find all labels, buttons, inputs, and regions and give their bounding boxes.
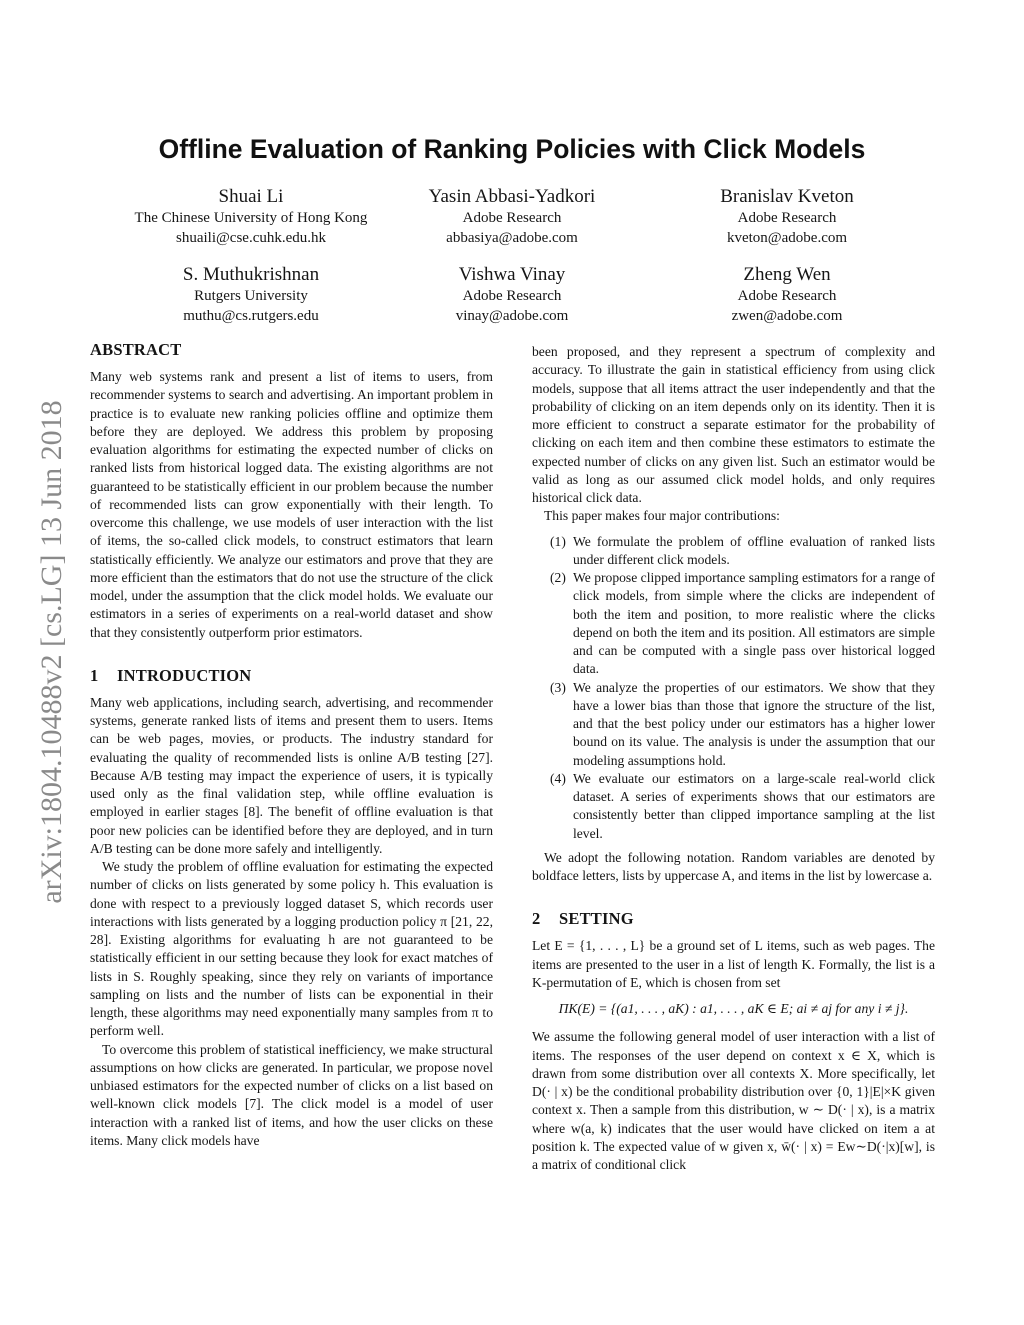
body-paragraph: We adopt the following notation. Random variables are denoted by boldface letters, lists by uppercase A, and items in the list by lowercase a. (532, 849, 935, 883)
author-affiliation: Adobe Research (462, 210, 562, 226)
body-paragraph: Let E = {1, . . . , L} be a ground set of L items, such as web pages. The items are presented to the user in a list of length K. Formally, the list is a K-permutation of E, which is chosen from set (532, 938, 935, 990)
author-affiliation: Adobe Research (737, 210, 837, 226)
author-email: shuaili@cse.cuhk.edu.hk (175, 230, 327, 246)
section-number: 1 (90, 665, 99, 685)
list-item-number: (4) (550, 770, 566, 786)
body-paragraph: This paper makes four major contributions: (544, 508, 780, 524)
list-item-text: We formulate the problem of offline evaluation of ranked lists under different click models. (573, 533, 935, 567)
paper-title: Offline Evaluation of Ranking Policies with Click Models (158, 134, 866, 164)
author-name: S. Muthukrishnan (182, 264, 320, 285)
list-item-number: (3) (550, 679, 566, 695)
body-paragraph: We study the problem of offline evaluation for estimating the expected number of clicks on lists generated by some policy h. This evaluation is done with respect to a previously logged dataset S, which records user interactions with lists generated by a logging production policy π [21, 22, 28]. Existing algorithms for evaluating h are not guaranteed to be statistically efficient in our setting because they look for exact matches of lists in S. Roughly speaking, since they rely on variants of importance sampling on lists and the number of lists can be exponential in their length, these algorithms may need exponentially many samples from π to perform well. (90, 859, 493, 1039)
right-column (532, 343, 935, 1174)
abstract-heading: ABSTRACT (90, 340, 182, 359)
section-number: 2 (532, 909, 541, 929)
list-item-text: We evaluate our estimators on a large-scale real-world click dataset. A series of experiments shows that our estimators are consistently better than clipped importance sampling at the list level. (573, 770, 935, 841)
section-heading (90, 666, 493, 686)
author-name: Branislav Kveton (720, 186, 854, 207)
arxiv-identifier: arXiv:1804.10488v2 [cs.LG] 13 Jun 2018 (35, 400, 68, 904)
author-name: Shuai Li (218, 186, 284, 207)
author-name: Zheng Wen (743, 264, 831, 285)
list-item (532, 533, 935, 570)
author-block (627, 186, 947, 248)
list-item-number: (1) (550, 533, 566, 549)
author-email: muthu@cs.rutgers.edu (183, 308, 319, 324)
body-paragraph: To overcome this problem of statistical inefficiency, we make structural assumptions on how clicks are generated. In particular, we propose novel unbiased estimators for the expected number of clicks on a list based on well-known click models [7]. The click model is a model of user interaction with a ranked list of items, and how the user clicks on these items. Many click models have (90, 1041, 493, 1148)
body-paragraph: Many web applications, including search, advertising, and recommender systems, generate ranked lists of items and present them to users. Items can be web pages, movies, or products. The industry standard for evaluating the quality of recommended lists is online A/B testing [27]. Because A/B testing may impact the experience of users, it is typically used only as the final validation step, while offline evaluation is employed in earlier stages [8]. The benefit of offline evaluation is that poor new policies can be identified before they are deployed, and in turn A/B testing can be done more safely and intelligently. (90, 694, 493, 856)
section-heading (532, 909, 935, 929)
body-paragraph: We assume the following general model of user interaction with a list of items. The responses of the user depend on context x ∈ X, which is drawn from some distribution over all contexts X. More specifically, let D(· | x) be the conditional probability distribution over {0, 1}|E|×K given context x. Then a sample from this distribution, w ∼ D(· | x), is a matrix where w(a, k) indicates that the user would have clicked on item a at position k. The expected value of w given x, w̄(· | x) = Ew∼D(·|x)[w], is a matrix of conditional click (532, 1029, 935, 1172)
author-affiliation: The Chinese University of Hong Kong (134, 210, 368, 226)
list-item-text: We propose clipped importance sampling estimators for a range of click models, from simple where the clicks are independent of both the item and position, to more realistic where the clicks depend on both the item and its position. All estimators are simple and can be computed with a single pass over historical logged data. (573, 570, 935, 677)
author-name: Yasin Abbasi-Yadkori (428, 186, 596, 207)
left-column (90, 340, 493, 1150)
list-item-text: We analyze the properties of our estimators. We show that they have a lower bias than those that ignore the structure of the list, and that the best policy under our estimators has a higher lower bound on its value. The analysis is under the assumption that our modeling assumptions hold. (573, 679, 935, 768)
body-paragraph: been proposed, and they represent a spectrum of complexity and accuracy. To illustrate the gain in statistical efficiency from using click models, suppose that all items attract the user independently and that the probability of clicking on an item depends only on its identity. Then it is more efficient to construct a separate estimator for the probability of clicking on each item and then combine these estimators to estimate the expected number of clicks on any given list. Such an estimator would be valid as long as our assumed click model holds, and only requires historical click data. (532, 344, 935, 505)
section-title: INTRODUCTION (117, 665, 252, 685)
author-affiliation: Adobe Research (737, 288, 837, 304)
list-item (532, 679, 935, 770)
contributions-list (532, 533, 935, 843)
author-block (627, 264, 947, 326)
author-name: Vishwa Vinay (458, 264, 566, 285)
author-affiliation: Rutgers University (194, 288, 308, 304)
list-item-number: (2) (550, 570, 566, 585)
author-email: abbasiya@adobe.com (446, 230, 578, 246)
author-affiliation: Adobe Research (462, 288, 562, 304)
section-title: SETTING (559, 909, 634, 929)
author-block (352, 186, 672, 248)
author-email: vinay@adobe.com (455, 308, 569, 324)
list-item (532, 770, 935, 843)
author-email: zwen@adobe.com (731, 308, 843, 324)
abstract-text: Many web systems rank and present a list of items to users, from recommender systems to search and advertising. An important problem in practice is to evaluate new ranking policies offline and optimize them before they are deployed. We address this problem by proposing evaluation algorithms for estimating the expected number of clicks on ranked lists from historical logged data. The existing algorithms are not guaranteed to be statistically efficient in our problem because the number of recommended lists can grow exponentially with their length. To overcome this challenge, we use models of user interaction with the list of items, the so-called click models, to construct estimators that learn statistically efficiently. We analyze our estimators and prove that they are more efficient than the estimators that do not use the structure of the click model, under the assumption that the click model holds. We evaluate our estimators in a series of experiments on a real-world dataset and show that they consistently outperform prior estimators. (90, 369, 493, 640)
list-item (532, 569, 935, 679)
equation: ΠK(E) = {(a1, . . . , aK) : a1, . . . , aK ∈ E; ai ≠ aj for any i ≠ j}. (558, 1001, 909, 1016)
author-block (352, 264, 672, 326)
author-email: kveton@adobe.com (726, 230, 848, 246)
